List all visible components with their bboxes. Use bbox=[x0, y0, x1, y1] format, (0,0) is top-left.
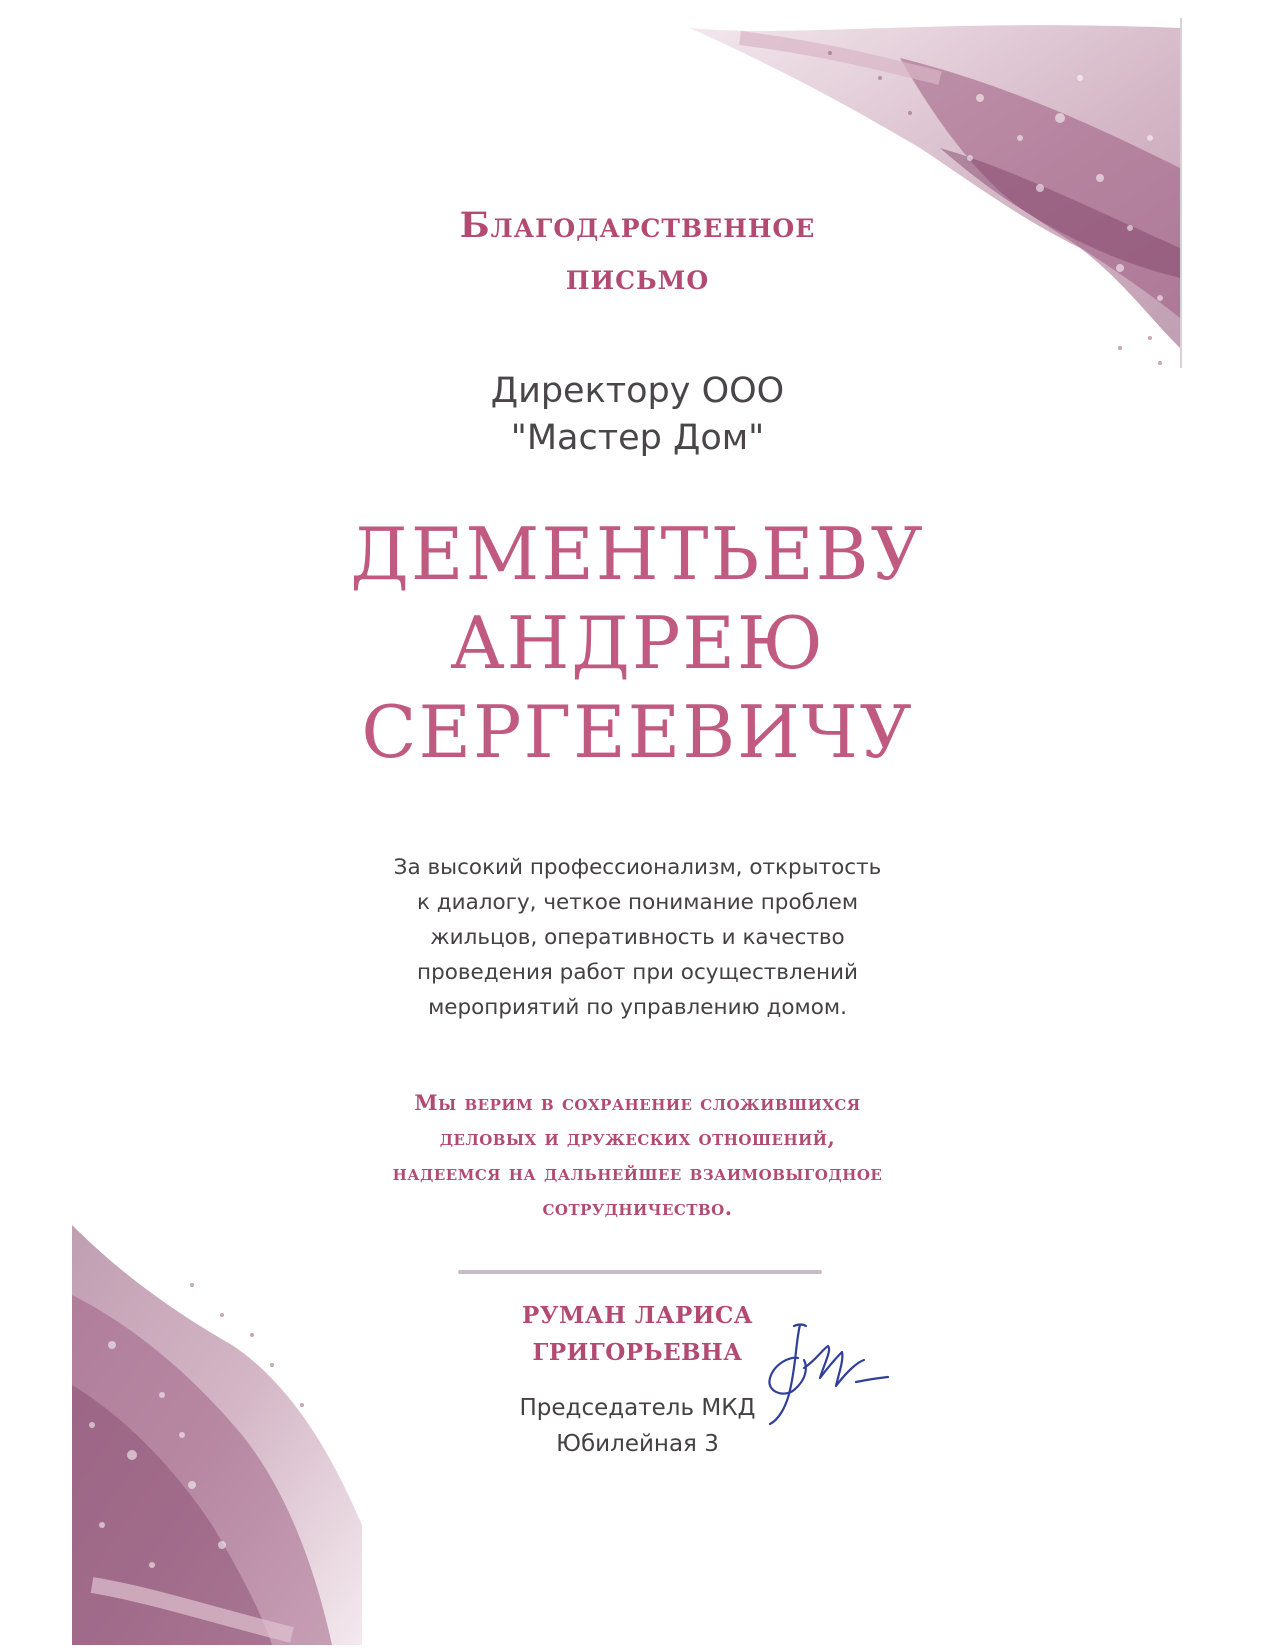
body-line: жильцов, оперативность и качество bbox=[430, 925, 845, 950]
recipient-name bbox=[0, 510, 1275, 777]
body-line: проведения работ при осуществлений bbox=[417, 960, 858, 985]
signer-name-line-1: РУМАН ЛАРИСА bbox=[521, 1302, 754, 1329]
wish-line: деловых и дружеских отношений, bbox=[439, 1125, 836, 1150]
wish-line: надеемся на дальнейшее взаимовыгодное bbox=[392, 1160, 883, 1185]
signer-name bbox=[0, 1297, 1275, 1371]
decorative-edge-line bbox=[1180, 18, 1182, 368]
signer-role-line-1: Председатель МКД bbox=[519, 1395, 756, 1421]
recipient-name-line-1: ДЕМЕНТЬЕВУ bbox=[350, 512, 925, 596]
signer-role-line-2: Юбилейная 3 bbox=[556, 1431, 719, 1457]
recipient-name-line-2: АНДРЕЮ bbox=[450, 601, 825, 685]
signature-divider bbox=[458, 1270, 822, 1274]
wish-line: Мы верим в сохранение сложившихся bbox=[414, 1090, 861, 1115]
title-line-2: письмо bbox=[565, 257, 710, 298]
title-line-1: Благодарственное bbox=[459, 205, 816, 246]
recipient-position bbox=[0, 368, 1275, 462]
letter-title bbox=[0, 200, 1275, 304]
recipient-name-line-3: СЕРГЕЕВИЧУ bbox=[361, 690, 914, 774]
wish-line: сотрудничество. bbox=[542, 1195, 733, 1220]
recipient-position-line-1: Директору ООО bbox=[490, 371, 785, 411]
signer-name-line-2: ГРИГОРЬЕВНА bbox=[532, 1339, 743, 1366]
body-line: к диалогу, четкое понимание проблем bbox=[416, 890, 859, 915]
letter-wish bbox=[0, 1085, 1275, 1225]
decorative-paint-top bbox=[680, 18, 1200, 378]
letter-body bbox=[0, 850, 1275, 1025]
handwritten-signature bbox=[760, 1320, 895, 1430]
signer-role bbox=[0, 1390, 1275, 1462]
body-line: мероприятий по управлению домом. bbox=[428, 995, 847, 1020]
recipient-position-line-2: "Мастер Дом" bbox=[510, 418, 765, 458]
body-line: За высокий профессионализм, открытость bbox=[393, 855, 882, 880]
